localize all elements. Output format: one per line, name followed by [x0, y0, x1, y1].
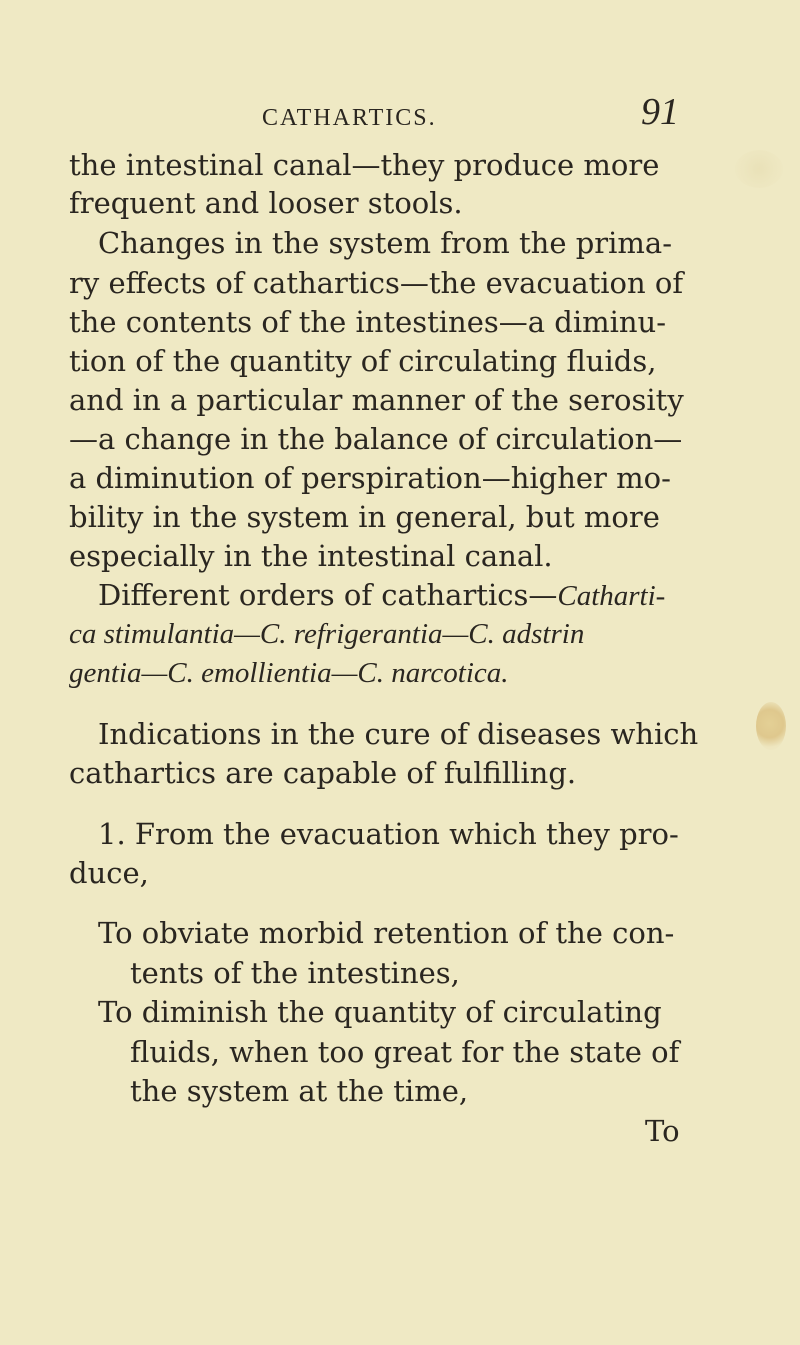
text-line: duce,: [69, 856, 149, 890]
catchword: To: [645, 1114, 680, 1148]
text-line: tion of the quantity of circulating fluids,: [69, 344, 657, 378]
page-number: 91: [641, 91, 679, 133]
text-line: the contents of the intestines—a diminu-: [69, 305, 667, 339]
text-line: a diminution of perspiration—higher mo-: [69, 461, 671, 495]
text-line: ry effects of cathartics—the evacuation of: [69, 266, 684, 300]
text-line: the system at the time,: [130, 1074, 469, 1108]
text-roman: Different orders of cathartics—: [98, 578, 558, 612]
text-line-italic: gentia—C. emollientia—C. narcotica.: [69, 657, 509, 689]
text-line: To diminish the quantity of circulating: [98, 995, 662, 1029]
text-line: especially in the intestinal canal.: [69, 539, 553, 573]
text-line-italic: ca stimulantia—C. refrigerantia—C. adstrin: [69, 618, 585, 650]
text-line: 1. From the evacuation which they pro-: [98, 817, 679, 851]
paper-stain: [756, 702, 786, 750]
running-title: CATHARTICS.: [262, 105, 437, 131]
text-line: and in a particular manner of the serosity: [69, 383, 684, 417]
text-line: fluids, when too great for the state of: [130, 1035, 680, 1069]
text-line: Indications in the cure of diseases which: [98, 717, 699, 751]
text-line: To obviate morbid retention of the con-: [98, 916, 675, 950]
text-line: frequent and looser stools.: [69, 186, 463, 220]
text-line: —a change in the balance of circulation—: [69, 422, 683, 456]
text-italic: Catharti-: [557, 580, 666, 612]
text-line: bility in the system in general, but more: [69, 500, 660, 534]
text-line: the intestinal canal—they produce more: [69, 148, 660, 182]
text-line: [98, 576, 665, 615]
paper-stain: [735, 150, 783, 188]
text-line: tents of the intestines,: [130, 956, 460, 990]
text-line: cathartics are capable of fulfilling.: [69, 756, 577, 790]
text-line: Changes in the system from the prima-: [98, 226, 672, 260]
